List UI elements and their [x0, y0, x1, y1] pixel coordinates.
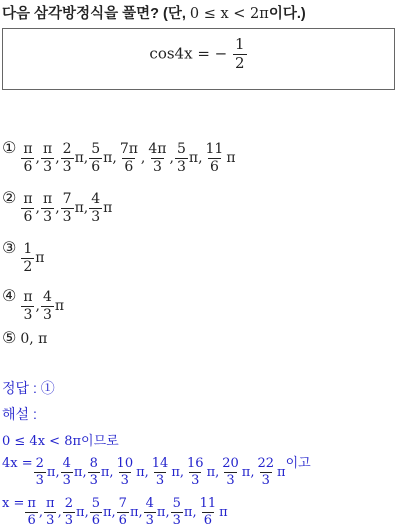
fraction [61, 142, 74, 174]
comma-separator: , [198, 150, 203, 167]
fraction-denominator: 3 [191, 472, 200, 488]
comma-separator: , [111, 504, 116, 520]
comma-separator: , [215, 464, 220, 480]
option-value [20, 290, 40, 322]
fraction-numerator: 2 [64, 496, 74, 511]
fraction [21, 242, 34, 274]
option-value [20, 142, 40, 174]
fraction [25, 497, 38, 527]
fraction [89, 142, 102, 174]
fraction-numerator: 10 [116, 456, 134, 471]
fraction [90, 497, 102, 527]
solution-line-1 [2, 430, 119, 449]
pi-symbol: π [73, 464, 83, 480]
pi-symbol: π [76, 504, 85, 520]
fraction [44, 497, 57, 527]
fraction-numerator: 1 [235, 35, 245, 53]
fraction [146, 142, 168, 174]
option-marker: ① [2, 138, 17, 157]
fraction-numerator: 11 [199, 496, 217, 511]
fraction [41, 142, 54, 174]
solution-value [60, 457, 87, 487]
option-value: 0, π [20, 331, 48, 347]
option-3[interactable] [2, 238, 44, 274]
fraction-numerator: π [43, 141, 53, 157]
fraction-numerator: 7 [118, 496, 127, 511]
fraction-numerator: 7π [119, 141, 138, 157]
fraction [89, 192, 102, 224]
fraction-numerator: 2 [62, 141, 72, 157]
option-marker: ⑤ [2, 328, 17, 347]
fraction-numerator: 4 [43, 289, 52, 305]
pi-symbol: π [206, 464, 216, 480]
fraction-denominator: 6 [27, 512, 36, 528]
comma-separator: , [35, 200, 40, 217]
fraction-denominator: 3 [120, 472, 129, 488]
fraction [21, 290, 34, 322]
solution-value [114, 457, 149, 487]
comma-separator: , [109, 464, 114, 480]
fraction-denominator: 3 [176, 158, 186, 175]
comma-separator: , [84, 504, 89, 520]
fraction [117, 497, 129, 527]
fraction-numerator: 4 [62, 456, 71, 471]
comma-separator: , [55, 150, 60, 167]
fraction-numerator: 7 [62, 191, 72, 207]
fraction [118, 142, 140, 174]
question-condition: 0 ≤ x < 2π [189, 6, 269, 22]
pi-symbol: π [74, 200, 84, 217]
comma-separator: , [144, 464, 149, 480]
pi-symbol: π [129, 504, 139, 520]
fraction [204, 142, 226, 174]
comma-separator: , [138, 504, 143, 520]
option-4[interactable] [2, 286, 64, 322]
fraction-numerator: 4π [148, 141, 167, 157]
equation-sign: − [214, 44, 228, 63]
fraction-denominator: 3 [62, 208, 72, 225]
option-value [60, 192, 89, 224]
solution-value [184, 457, 219, 487]
fraction [61, 457, 73, 487]
fraction-denominator: 6 [209, 158, 219, 175]
fraction-denominator: 3 [43, 158, 53, 175]
solution-value [33, 457, 60, 487]
fraction-denominator: 3 [43, 306, 52, 323]
option-value [40, 142, 60, 174]
option-marker: ③ [2, 238, 17, 257]
fraction [144, 497, 156, 527]
fraction-denominator: 3 [23, 306, 33, 323]
fraction-denominator: 6 [118, 512, 127, 528]
option-5[interactable] [2, 328, 47, 347]
option-value [40, 290, 64, 322]
fraction-denominator: 3 [89, 472, 98, 488]
comma-separator: , [112, 150, 117, 167]
fraction [63, 497, 75, 527]
solution-value [87, 457, 114, 487]
pi-symbol: π [103, 200, 113, 217]
fraction-denominator: 3 [35, 472, 44, 488]
comma-separator: , [82, 464, 87, 480]
fraction-denominator: 3 [62, 472, 71, 488]
solution-value [219, 457, 254, 487]
pi-symbol: π [188, 150, 199, 167]
option-marker: ④ [2, 286, 17, 305]
option-value [20, 242, 44, 274]
equation [3, 37, 394, 72]
pi-symbol: π [241, 464, 251, 480]
comma-separator: , [169, 150, 174, 167]
fraction-denominator: 3 [91, 208, 101, 225]
comma-separator: , [83, 150, 89, 167]
comma-separator: , [179, 464, 185, 480]
option-2[interactable] [2, 188, 112, 224]
comma-separator: , [57, 504, 62, 520]
fraction [41, 192, 54, 224]
fraction-numerator: 14 [151, 456, 169, 471]
fraction [34, 457, 46, 487]
fraction [88, 457, 100, 487]
fraction-denominator: 3 [43, 208, 53, 225]
fraction-denominator: 3 [145, 512, 154, 528]
fraction-denominator: 2 [23, 258, 33, 275]
fraction-numerator: 16 [187, 456, 204, 471]
fraction-denominator: 6 [23, 208, 33, 225]
option-value [40, 192, 60, 224]
solution-value [24, 497, 43, 527]
equation-lhs: cos4x = [149, 44, 210, 63]
explanation-label: 해설 : [2, 406, 37, 422]
fraction [21, 192, 34, 224]
fraction-denominator: 2 [235, 53, 245, 72]
pi-symbol: π [74, 150, 84, 167]
fraction-denominator: 3 [46, 512, 55, 528]
fraction-denominator: 3 [152, 158, 162, 175]
fraction-numerator: π [43, 191, 53, 207]
solution-line-2 [2, 452, 311, 487]
fraction [198, 497, 219, 527]
fraction-denominator: 6 [91, 158, 101, 175]
fraction-numerator: π [27, 496, 36, 511]
solution-line-3 [2, 496, 228, 527]
fraction [171, 497, 183, 527]
solution-value [62, 497, 89, 527]
equation-fraction [233, 37, 247, 72]
fraction-numerator: 5 [91, 496, 100, 511]
fraction-numerator: π [46, 496, 55, 511]
option-marker: ② [2, 188, 17, 207]
fraction-numerator: 8 [89, 456, 98, 471]
pi-symbol: π [171, 464, 180, 480]
fraction-numerator: 20 [222, 456, 239, 471]
pi-symbol: π [35, 250, 45, 267]
fraction [150, 457, 171, 487]
fraction-numerator: 2 [35, 456, 44, 471]
comma-separator: , [165, 504, 170, 520]
fraction [175, 142, 188, 174]
pi-symbol: π [156, 504, 166, 520]
solution-lhs: x = [2, 496, 25, 511]
pi-symbol: π [103, 150, 113, 167]
fraction-numerator: 11 [205, 141, 224, 157]
solution-value [43, 497, 62, 527]
fraction-numerator: 5 [172, 496, 181, 511]
fraction-numerator: 22 [257, 456, 275, 471]
option-1[interactable] [2, 138, 236, 174]
fraction-denominator: 3 [62, 158, 72, 175]
option-value [20, 192, 40, 224]
option-value [174, 142, 203, 174]
fraction [61, 192, 74, 224]
fraction-numerator: π [23, 141, 33, 157]
comma-separator: , [140, 150, 146, 167]
equation-box [2, 28, 395, 90]
fraction [41, 290, 54, 322]
pi-symbol: π [46, 464, 56, 480]
pi-symbol: π [226, 150, 236, 167]
solution-value [143, 497, 170, 527]
option-value [88, 142, 117, 174]
solution-lhs: 4x = [2, 456, 33, 471]
comma-separator: , [35, 150, 40, 167]
option-value [88, 192, 112, 224]
pi-symbol: π [102, 504, 112, 520]
question-text [2, 2, 306, 23]
solution-connector: 이고 [285, 455, 311, 470]
comma-separator: , [35, 298, 40, 315]
fraction-numerator: π [23, 191, 33, 207]
fraction [21, 142, 34, 174]
option-value [203, 142, 236, 174]
solution-value [170, 497, 197, 527]
comma-separator: , [38, 504, 44, 520]
fraction-denominator: 3 [261, 472, 270, 488]
comma-separator: , [55, 464, 60, 480]
comma-separator: , [83, 200, 89, 217]
comma-separator: , [250, 464, 255, 480]
fraction [220, 457, 241, 487]
pi-symbol: π [277, 464, 286, 480]
solution-value [197, 497, 228, 527]
solution-range: 0 ≤ 4x < 8π [2, 434, 82, 449]
pi-symbol: π [54, 298, 65, 315]
pi-symbol: π [100, 464, 110, 480]
fraction-numerator: 5 [91, 141, 101, 157]
fraction-numerator: 1 [23, 241, 33, 257]
answer-label: 정답 : ① [2, 380, 55, 396]
fraction-denominator: 6 [23, 158, 33, 175]
comma-separator: , [192, 504, 197, 520]
option-value [117, 142, 146, 174]
fraction [255, 457, 276, 487]
question-prefix: 다음 삼각방정식을 풀면? (단, [2, 6, 190, 22]
solution-value [254, 457, 285, 487]
pi-symbol: π [219, 504, 228, 520]
solution-connector: 이므로 [81, 433, 119, 448]
fraction [185, 457, 206, 487]
fraction-numerator: 5 [176, 141, 186, 157]
fraction [115, 457, 136, 487]
solution-value [89, 497, 116, 527]
fraction-denominator: 6 [124, 158, 134, 175]
fraction-denominator: 6 [91, 512, 100, 528]
fraction-denominator: 3 [64, 512, 74, 528]
comma-separator: , [55, 200, 60, 217]
fraction-numerator: 4 [91, 191, 101, 207]
pi-symbol: π [183, 504, 193, 520]
fraction-denominator: 3 [172, 512, 181, 528]
fraction-numerator: π [23, 289, 33, 305]
solution-value [149, 457, 184, 487]
fraction-denominator: 6 [203, 512, 212, 528]
option-value [145, 142, 174, 174]
option-value [60, 142, 89, 174]
pi-symbol: π [136, 464, 145, 480]
fraction-denominator: 3 [155, 472, 165, 488]
fraction-numerator: 4 [145, 496, 154, 511]
question-suffix: 이다.) [268, 6, 306, 22]
solution-value [116, 497, 143, 527]
fraction-denominator: 3 [226, 472, 235, 488]
